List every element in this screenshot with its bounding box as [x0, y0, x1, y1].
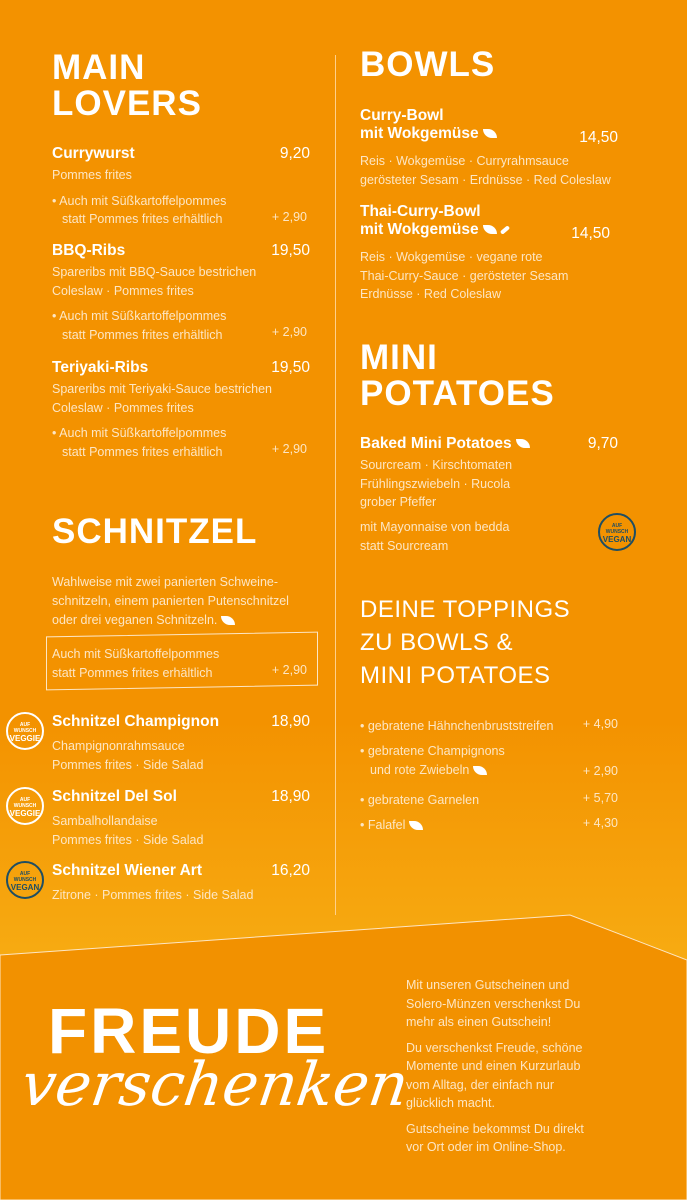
- menu-item-option: • Auch mit Süßkartoffelpommes statt Pommes frites erhältlich: [52, 193, 227, 226]
- vegan-on-request-badge: AUF WUNSCH VEGAN: [598, 513, 636, 551]
- option-price: + 2,90: [271, 325, 307, 339]
- menu-item-description: Spareribs mit Teriyaki-Sauce bestrichen Coleslaw · Pommes frites: [52, 382, 273, 415]
- menu-item-name: Schnitzel Wiener Art: [52, 862, 203, 879]
- topping-item: • gebratene Champignons und rote Zwiebeln: [360, 744, 505, 777]
- menu-item-description: Zitrone · Pommes frites · Side Salad: [52, 888, 254, 902]
- schnitzel-option-text: Auch mit Süßkartoffelpommes statt Pommes frites erhältlich: [52, 647, 220, 680]
- menu-item-description: Reis · Wokgemüse · Curryrahmsauce gerösteter Sesam · Erdnüsse · Red Coleslaw: [360, 154, 611, 187]
- veggie-on-request-badge: AUF WUNSCH VEGGIE: [6, 787, 44, 825]
- menu-item-name: Schnitzel Del Sol: [52, 788, 177, 805]
- toppings-title: DEINE TOPPINGS ZU BOWLS & MINI POTATOES: [360, 596, 571, 689]
- section-title-main-lovers: MAIN LOVERS: [52, 48, 202, 123]
- menu-item-price: 19,50: [271, 242, 310, 259]
- menu-item-name: Teriyaki-Ribs: [52, 359, 149, 376]
- menu-item-description: Champignonrahmsauce Pommes frites · Side Salad: [52, 739, 204, 772]
- menu-item-name: Baked Mini Potatoes: [360, 435, 530, 453]
- topping-price: + 5,70: [582, 791, 618, 805]
- menu-item-name: Schnitzel Champignon: [52, 713, 220, 730]
- topping-price: + 2,90: [582, 764, 618, 778]
- option-price: + 2,90: [271, 442, 307, 456]
- menu-item-price: 19,50: [271, 359, 310, 376]
- topping-item: • gebratene Garnelen: [360, 793, 480, 807]
- menu-item-price: 14,50: [571, 225, 610, 242]
- promo-paragraph: Mit unseren Gutscheinen und Solero-Münzen verschenkst Du mehr als einen Gutschein!: [406, 978, 581, 1029]
- promo-paragraph: Gutscheine bekommst Du direkt vor Ort oder im Online-Shop.: [406, 1121, 584, 1154]
- menu-item-name: Curry-Bowl mit Wokgemüse: [360, 107, 497, 143]
- menu-item-description: Pommes frites: [52, 168, 132, 182]
- schnitzel-intro: Wahlweise mit zwei panierten Schweine- schnitzeln, einem panierten Putenschnitzel oder drei veganen Schnitzeln.: [52, 575, 289, 627]
- menu-item-price: 16,20: [271, 862, 310, 879]
- vegan-on-request-badge: AUF WUNSCH VEGAN: [6, 861, 44, 899]
- menu-item-option: • Auch mit Süßkartoffelpommes statt Pommes frites erhältlich: [52, 309, 227, 342]
- menu-item-option: mit Mayonnaise von bedda statt Sourcream: [360, 520, 510, 553]
- topping-price: + 4,30: [582, 816, 618, 830]
- schnitzel-option-price: + 2,90: [271, 663, 307, 677]
- menu-item-price: 9,70: [587, 435, 618, 452]
- menu-item-price: 14,50: [579, 129, 618, 146]
- menu-item-description: Reis · Wokgemüse · vegane rote Thai-Curry-Sauce · gerösteter Sesam Erdnüsse · Red Coleslaw: [360, 250, 569, 301]
- menu-item-price: 18,90: [271, 713, 310, 730]
- menu-item-description: Spareribs mit BBQ-Sauce bestrichen Coleslaw · Pommes frites: [52, 265, 257, 298]
- menu-item-name: Thai-Curry-Bowl mit Wokgemüse: [360, 203, 510, 239]
- topping-item: • gebratene Hähnchenbruststreifen: [360, 719, 554, 733]
- promo-text: [406, 976, 584, 1164]
- promo-title: FREUDE: [48, 995, 330, 1067]
- section-title-schnitzel: SCHNITZEL: [52, 512, 258, 551]
- menu-item-name: BBQ-Ribs: [52, 242, 126, 259]
- section-title-mini-potatoes: MINI POTATOES: [360, 338, 555, 413]
- topping-item: • Falafel: [360, 816, 423, 835]
- menu-item-description: Sambalhollandaise Pommes frites · Side Salad: [52, 814, 204, 847]
- promo-paragraph: Du verschenkst Freude, schöne Momente und einen Kurzurlaub vom Alltag, der einfach nur glücklich macht.: [406, 1040, 583, 1110]
- menu-item-name: Currywurst: [52, 145, 135, 162]
- option-price: + 2,90: [271, 209, 307, 224]
- topping-price: + 4,90: [582, 717, 618, 731]
- menu-item-option: • Auch mit Süßkartoffelpommes statt Pommes frites erhältlich: [52, 426, 227, 459]
- menu-item-description: Sourcream · Kirschtomaten Frühlingszwiebeln · Rucola grober Pfeffer: [360, 458, 513, 509]
- promo-script-title: verschenken: [17, 1050, 413, 1120]
- menu-item-price: 18,90: [271, 788, 310, 805]
- section-title-bowls: BOWLS: [360, 45, 496, 84]
- veggie-on-request-badge: AUF WUNSCH VEGGIE: [6, 712, 44, 750]
- menu-item-price: 9,20: [279, 145, 310, 162]
